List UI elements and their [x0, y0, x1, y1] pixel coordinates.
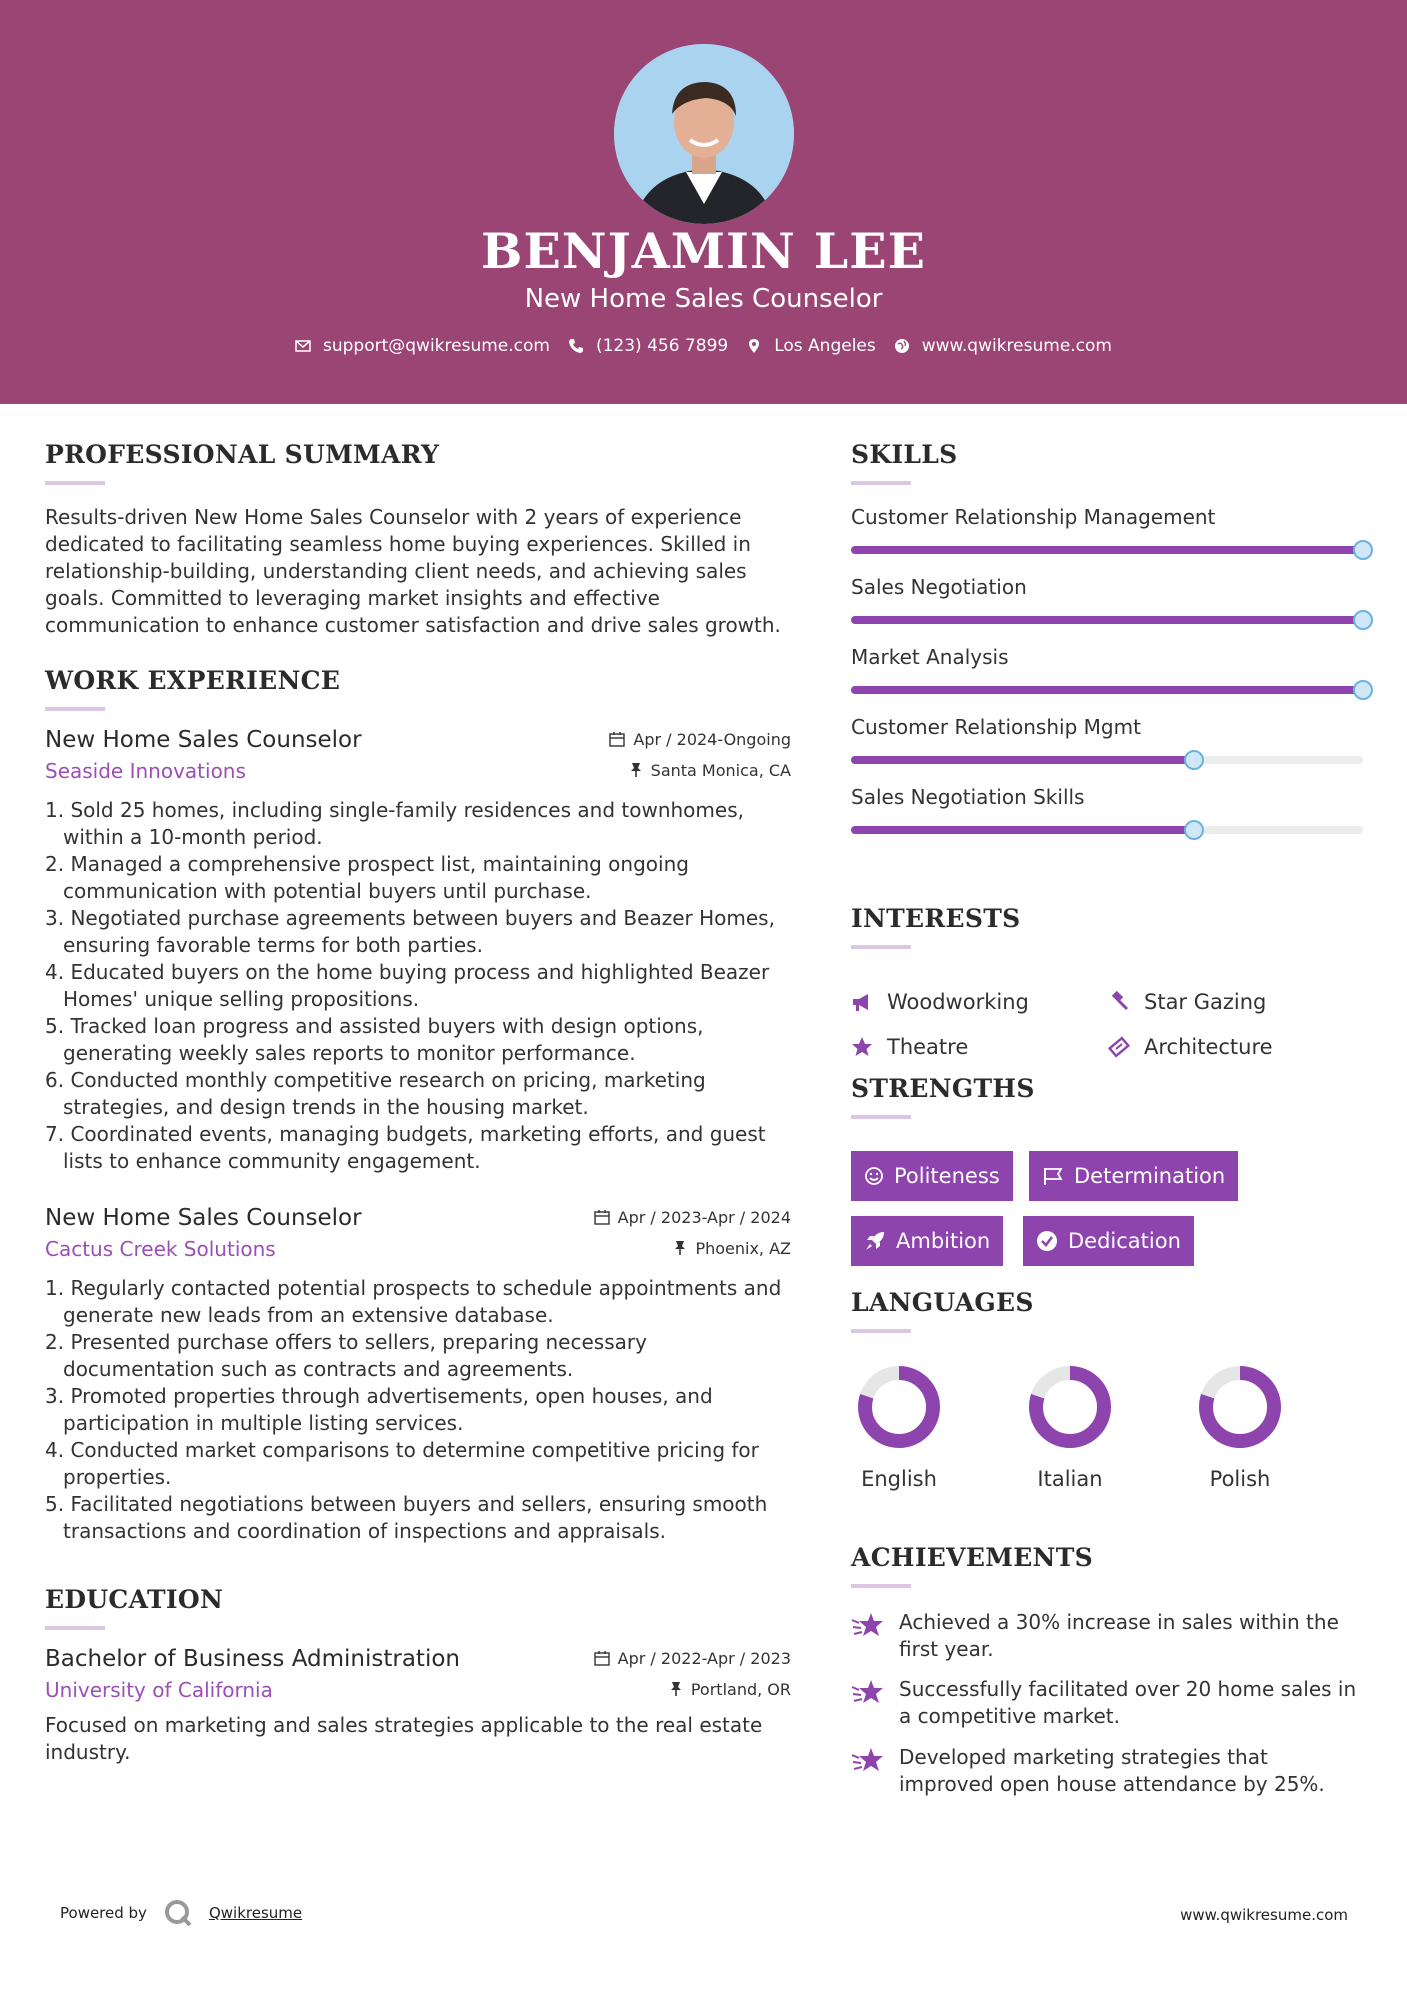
section-underline: [851, 1329, 911, 1333]
achievement-item: [851, 1609, 1366, 1663]
interest-label: Woodworking: [887, 990, 1029, 1014]
degree-title: Bachelor of Business Administration: [45, 1646, 460, 1672]
job-date-text: Apr / 2024-Ongoing: [633, 729, 791, 749]
interests-heading: INTERESTS: [851, 904, 1021, 933]
skill-bar-knob: [1184, 750, 1204, 770]
skill-label: Customer Relationship Mgmt: [851, 715, 1141, 739]
list-item: 2. Managed a comprehensive prospect list, maintaining ongoing communication with potential buyers until purchase.: [45, 852, 689, 903]
star-icon: [851, 1036, 873, 1058]
skill-label: Customer Relationship Management: [851, 505, 1216, 529]
strength-badge: [1029, 1151, 1238, 1201]
megaphone-icon: [851, 991, 873, 1013]
achievement-text: Developed marketing strategies that improved open house attendance by 25%.: [899, 1745, 1325, 1796]
job-bullets: [45, 797, 791, 1175]
list-item: 3. Negotiated purchase agreements between buyers and Beazer Homes, ensuring favorable terms for both parties.: [45, 906, 775, 957]
shooting-star-icon: [851, 1746, 885, 1776]
achievements-section: [851, 1543, 1366, 1803]
skill-bar: [851, 616, 1363, 624]
contact-website[interactable]: [894, 336, 1112, 356]
candidate-title: New Home Sales Counselor: [524, 284, 883, 314]
skill-item: [851, 785, 1366, 834]
candidate-name: BENJAMIN LEE: [481, 222, 926, 280]
skill-bar: [851, 546, 1363, 554]
language-item: [839, 1362, 959, 1491]
calendar-icon: [594, 1209, 610, 1225]
skill-item: [851, 715, 1366, 764]
skill-item: [851, 505, 1366, 554]
rocket-icon: [864, 1230, 886, 1252]
interest-item: [1108, 990, 1266, 1014]
skill-item: [851, 645, 1366, 694]
achievements-heading: ACHIEVEMENTS: [851, 1543, 1093, 1572]
education-section: [45, 1585, 791, 1766]
contact-phone-text: (123) 456 7899: [595, 336, 729, 356]
list-item: 5. Facilitated negotiations between buyers and sellers, ensuring smooth transactions and coordination of inspections and appraisals.: [45, 1492, 768, 1543]
strengths-heading: STRENGTHS: [851, 1074, 1035, 1103]
language-label: Polish: [1209, 1467, 1271, 1491]
skill-item: [851, 575, 1366, 624]
skill-bar-knob: [1353, 680, 1373, 700]
achievement-text: Successfully facilitated over 20 home sales in a competitive market.: [899, 1677, 1357, 1728]
contact-website-text: www.qwikresume.com: [921, 336, 1112, 356]
skill-bar: [851, 756, 1363, 764]
powered-by-label: Powered by: [60, 1904, 147, 1922]
profile-photo: [614, 44, 794, 224]
language-item: [1010, 1362, 1130, 1491]
language-label: English: [861, 1467, 937, 1491]
job-date-text: Apr / 2023-Apr / 2024: [617, 1207, 791, 1227]
section-underline: [851, 481, 911, 485]
footer-branding: [60, 1898, 302, 1928]
achievement-text: Achieved a 30% increase in sales within the first year.: [899, 1610, 1339, 1661]
envelope-icon: [295, 338, 311, 354]
section-underline: [851, 1115, 911, 1119]
smile-icon: [864, 1166, 884, 1186]
list-item: 1. Regularly contacted potential prospects to schedule appointments and generate new leads from an extensive database.: [45, 1276, 782, 1327]
job-bullets: [45, 1275, 791, 1545]
footer-website[interactable]: www.qwikresume.com: [1180, 1906, 1348, 1924]
interest-label: Architecture: [1144, 1035, 1273, 1059]
section-underline: [45, 481, 105, 485]
section-underline: [45, 1626, 105, 1630]
list-item: 2. Presented purchase offers to sellers, preparing necessary documentation such as contracts and agreements.: [45, 1330, 647, 1381]
list-item: 3. Promoted properties through advertisements, open houses, and participation in multiple listing services.: [45, 1384, 713, 1435]
job-date: [594, 1208, 791, 1227]
education-heading: EDUCATION: [45, 1585, 224, 1614]
contact-email[interactable]: [295, 336, 550, 356]
shooting-star-icon: [851, 1678, 885, 1708]
job-entry: [45, 727, 791, 1175]
interest-item: [851, 1035, 968, 1059]
pin-icon: [669, 1681, 683, 1697]
list-item: 4. Educated buyers on the home buying process and highlighted Beazer Homes' unique selling propositions.: [45, 960, 770, 1011]
ticket-icon: [1108, 1036, 1130, 1058]
skill-bar-fill: [851, 756, 1194, 764]
job-location: [673, 1239, 791, 1258]
achievement-item: [851, 1676, 1366, 1730]
skill-bar-fill: [851, 546, 1363, 554]
section-underline: [45, 707, 105, 711]
strength-label: Dedication: [1068, 1229, 1181, 1253]
job-title: New Home Sales Counselor: [45, 727, 362, 753]
language-item: [1180, 1362, 1300, 1491]
job-location-text: Phoenix, AZ: [695, 1238, 791, 1258]
summary-text: Results-driven New Home Sales Counselor with 2 years of experience dedicated to facilitating seamless home buying experiences. Skilled in relationship-building, understanding client needs, and achieving sales goals. Committed to leveraging market insights and effective communication to enhance customer satisfaction and drive sales growth.: [45, 505, 781, 637]
language-donut: [1025, 1362, 1115, 1452]
check-circle-icon: [1036, 1230, 1058, 1252]
section-underline: [851, 1584, 911, 1588]
education-description: Focused on marketing and sales strategies applicable to the real estate industry.: [45, 1713, 763, 1764]
pin-icon: [673, 1240, 687, 1256]
company-name: Cactus Creek Solutions: [45, 1237, 276, 1261]
experience-heading: WORK EXPERIENCE: [45, 666, 341, 695]
summary-section: [45, 440, 791, 639]
section-underline: [851, 945, 911, 949]
job-location: [629, 761, 791, 780]
strength-badge: [851, 1216, 1003, 1266]
language-donut: [854, 1362, 944, 1452]
contact-location-text: Los Angeles: [774, 336, 876, 356]
language-label: Italian: [1037, 1467, 1103, 1491]
skill-label: Market Analysis: [851, 645, 1009, 669]
skill-bar: [851, 686, 1363, 694]
skill-bar-fill: [851, 686, 1363, 694]
strength-badge: [851, 1151, 1013, 1201]
list-item: 7. Coordinated events, managing budgets, marketing efforts, and guest lists to enhance community engagement.: [45, 1122, 766, 1173]
summary-heading: PROFESSIONAL SUMMARY: [45, 440, 440, 469]
strength-badge: [1023, 1216, 1194, 1266]
skill-bar-fill: [851, 616, 1363, 624]
experience-section: [45, 666, 791, 1545]
brand-link[interactable]: Qwikresume: [208, 1904, 303, 1922]
job-location-text: Santa Monica, CA: [650, 760, 791, 780]
company-name: Seaside Innovations: [45, 759, 246, 783]
job-date: [609, 730, 791, 749]
language-donut: [1195, 1362, 1285, 1452]
list-item: 6. Conducted monthly competitive research on pricing, marketing strategies, and design trends in the housing market.: [45, 1068, 706, 1119]
job-entry: [45, 1205, 791, 1545]
skill-bar: [851, 826, 1363, 834]
list-item: 5. Tracked loan progress and assisted buyers with design options, generating weekly sales reports to monitor performance.: [45, 1014, 704, 1065]
contact-email-text: support@qwikresume.com: [323, 336, 550, 356]
skill-bar-fill: [851, 826, 1194, 834]
resume-header: [0, 0, 1407, 404]
skill-bar-knob: [1353, 610, 1373, 630]
skill-label: Sales Negotiation: [851, 575, 1027, 599]
strength-label: Politeness: [894, 1164, 1000, 1188]
skills-list: [851, 505, 1366, 834]
pin-icon: [629, 762, 643, 778]
calendar-icon: [594, 1650, 610, 1666]
strength-label: Ambition: [896, 1229, 991, 1253]
gavel-icon: [1108, 991, 1130, 1013]
skills-section: [851, 440, 1366, 834]
job-title: New Home Sales Counselor: [45, 1205, 362, 1231]
interest-label: Theatre: [887, 1035, 969, 1059]
skill-label: Sales Negotiation Skills: [851, 785, 1085, 809]
strengths-section: [851, 1074, 1366, 1264]
education-date: [594, 1649, 791, 1668]
interests-section: [851, 904, 1366, 1059]
interest-label: Star Gazing: [1144, 990, 1267, 1014]
languages-section: [851, 1288, 1366, 1508]
phone-icon: [568, 338, 584, 354]
education-location: [669, 1680, 791, 1699]
list-item: 4. Conducted market comparisons to determine competitive pricing for properties.: [45, 1438, 759, 1489]
skills-heading: SKILLS: [851, 440, 958, 469]
interest-item: [851, 990, 1029, 1014]
left-column: [45, 440, 791, 1766]
skill-bar-knob: [1353, 540, 1373, 560]
calendar-icon: [609, 731, 625, 747]
languages-heading: LANGUAGES: [851, 1288, 1034, 1317]
shooting-star-icon: [851, 1611, 885, 1641]
education-location-text: Portland, OR: [690, 1679, 791, 1699]
flag-icon: [1042, 1166, 1064, 1186]
education-date-text: Apr / 2022-Apr / 2023: [617, 1648, 791, 1668]
globe-icon: [894, 338, 910, 354]
location-pin-icon: [746, 338, 762, 354]
strength-label: Determination: [1074, 1164, 1226, 1188]
skill-bar-knob: [1184, 820, 1204, 840]
achievement-item: [851, 1744, 1366, 1798]
qwikresume-logo-icon: [163, 1898, 193, 1928]
contact-location: [746, 336, 876, 356]
list-item: 1. Sold 25 homes, including single-family residences and townhomes, within a 10-month period.: [45, 798, 744, 849]
interest-item: [1108, 1035, 1273, 1059]
contact-phone[interactable]: [568, 336, 728, 356]
school-name: University of California: [45, 1678, 273, 1702]
contact-bar: [0, 336, 1407, 356]
